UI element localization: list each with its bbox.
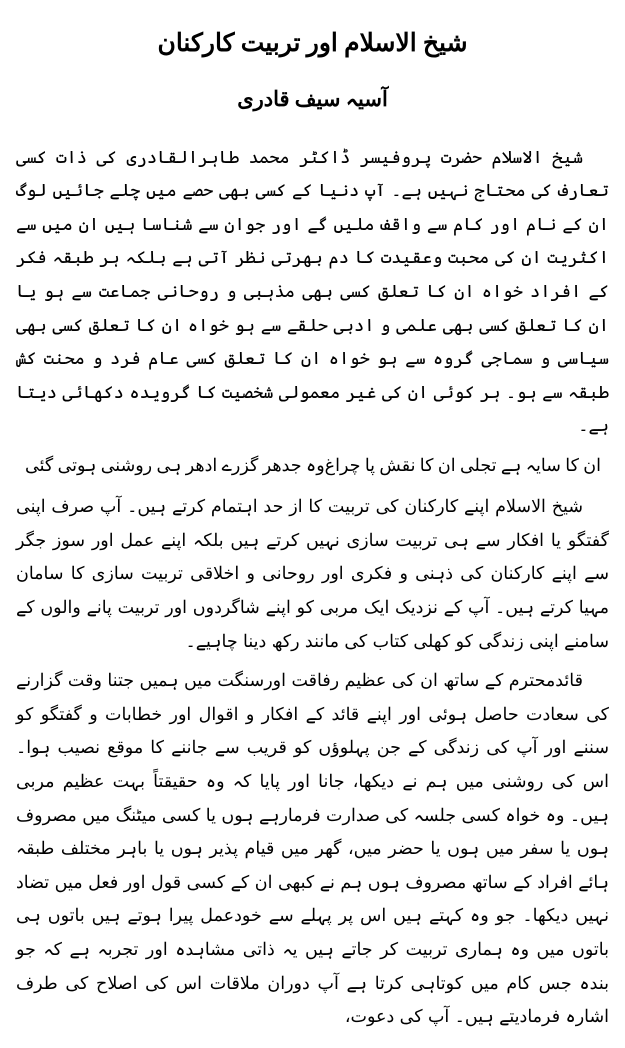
paragraph: قائدمحترم کے ساتھ ان کی عظیم رفاقت اورسنگت میں ہمیں جتنا وقت گزارنے کی سعادت حاصل ہوئی اور اپنے قائد کے افکار و اقوال اور خطابات و گفتگو کو سننے اور آپ کی زندگی کے جن پہلوؤں کو قریب سے جاننے کا موقع نصیب ہوا۔ اس کی روشنی میں ہم نے دیکھا، جانا اور پایا کہ وہ حقیقتاً بہت عظیم مربی ہیں۔ وہ خواہ کسی جلسہ کی صدارت فرمارہے ہوں یا کسی میٹنگ میں مصروف ہوں یا سفر میں ہوں یا حضر میں، گھر میں قیام پذیر ہوں یا باہر مختلف طبقہ ہائے افراد کے ساتھ مصروف ہوں ہم نے کبھی ان کے کسی قول اور فعل میں تضاد نہیں دیکھا۔ جو وہ کہتے ہیں اس پر پہلے سے خودعمل پیرا ہوتے ہیں باتوں ہی باتوں میں وہ ہماری تربیت کر جاتے ہیں یہ ذاتی مشاہدہ اور تجربہ ہے کہ جو بندہ جس کام میں کوتاہی کرتا ہے آپ دوران ملاقات اس کی اصلاح کی طرف اشارہ فرمادیتے ہیں۔ آپ کی دعوت، [16, 670, 609, 1027]
page-title: شیخ الاسلام اور تربیت کارکنان [157, 30, 468, 57]
verse-line-first: ان کا سایہ ہے تجلی ان کا نقش پا چراغ [324, 455, 601, 476]
verse-couplet [16, 449, 609, 482]
author-name: آسیہ سیف قادری [237, 87, 388, 112]
verse-line-second: وہ جدھر گزرے ادھر ہی روشنی ہوتی گئی [25, 455, 325, 476]
document-body [16, 141, 609, 1034]
paragraph: شیخ الاسلام حضرت پروفیسر ڈاکٹر محمد طاہرالقادری کی ذات کسی تعارف کی محتاج نہیں ہے۔ آپ دنیا کے کسی بھی حصے میں چلے جائیں لوگ ان کے نام اور کام سے واقف ملیں گے اور جوان سے شناسا ہیں ان میں سے اکثریت ان کی محبت وعقیدت کا دم بھرتی نظر آتی ہے بلکہ ہر طبقہ فکر کے افراد خواہ ان کا تعلق کسی بھی مذہبی و روحانی جماعت سے ہو یا ان کا تعلق کسی بھی علمی و ادبی حلقے سے ہو خواہ ان کا تعلق کسی بھی سیاسی و سماجی گروہ سے ہو خواہ ان کا تعلق کسی عام فرد و محنت کش طبقہ سے ہو۔ ہر کوئی ان کی غیر معمولی شخصیت کا گرویدہ دکھائی دیتا ہے۔ [16, 146, 609, 436]
paragraph: شیخ الاسلام اپنے کارکنان کی تربیت کا از حد اہتمام کرتے ہیں۔ آپ صرف اپنی گفتگو یا افکار سے ہی تربیت سازی نہیں کرتے ہیں بلکہ اپنے عمل اور سوز جگر سے اپنے کارکنان کی ذہنی و فکری اور روحانی و اخلاقی تربیت سازی کا سامان مہیا کرتے ہیں۔ آپ کے نزدیک ایک مربی کو اپنے شاگردوں اور تربیت پانے والوں کے سامنے اپنی زندگی کو کھلی کتاب کی مانند رکھ دینا چاہیے۔ [16, 496, 609, 651]
